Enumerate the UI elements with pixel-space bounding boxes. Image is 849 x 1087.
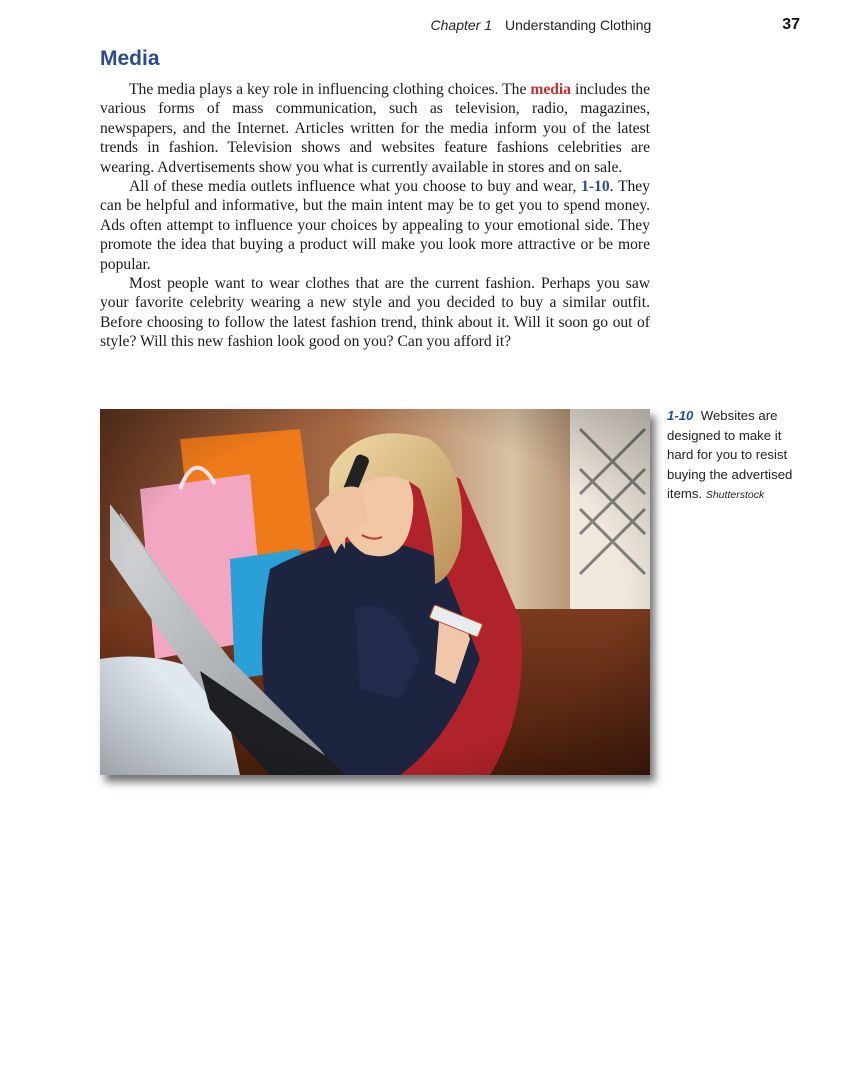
paragraph-1 <box>100 80 650 177</box>
figure-caption <box>667 406 797 506</box>
paragraph-1-text-a: The media plays a key role in influencing clothing choices. The <box>129 81 531 98</box>
chapter-label: Chapter 1 <box>430 17 492 33</box>
paragraph-2 <box>100 177 650 274</box>
paragraph-2-text-a: All of these media outlets influence what you choose to buy and wear, <box>129 178 582 196</box>
photo-credit: Shutterstock <box>705 489 765 502</box>
body-text <box>100 80 650 352</box>
chapter-title: Understanding Clothing <box>505 17 652 33</box>
paragraph-2-text-b: . They can be helpful and informative, but the main intent may be to get you to spend money. Ads often attempt to influence your choices by appealing to your emotional side. They promote the idea that buying a product will make you look more attractive or be more popular. <box>100 178 650 273</box>
photo-woman-shopping-online <box>100 409 650 775</box>
caption-text: Websites are designed to make it hard for you to resist buying the advertised items. <box>667 408 793 502</box>
running-head <box>0 17 849 37</box>
figure-reference: 1-10 <box>581 178 610 196</box>
figure-photo <box>100 409 650 775</box>
page-number: 37 <box>782 16 800 33</box>
section-heading: Media <box>100 47 160 70</box>
figure-number: 1-10 <box>667 408 694 423</box>
key-term-media: media <box>530 81 572 98</box>
paragraph-3: Most people want to wear clothes that are the current fashion. Perhaps you saw your favorite celebrity wearing a new style and you decided to buy a similar outfit. Before choosing to follow the latest fashion trend, think about it. Will it soon go out of style? Will this new fashion look good on you? Can you afford it? <box>100 275 650 351</box>
paragraph-1-text-b: includes the various forms of mass communication, such as television, radio, magazines, newspapers, and the Internet. Articles written for the media inform you of the latest trends in fashion. Television shows and websites feature fashions celebrities are wearing. Advertisements show you what is currently available in stores and on sale. <box>100 81 650 176</box>
